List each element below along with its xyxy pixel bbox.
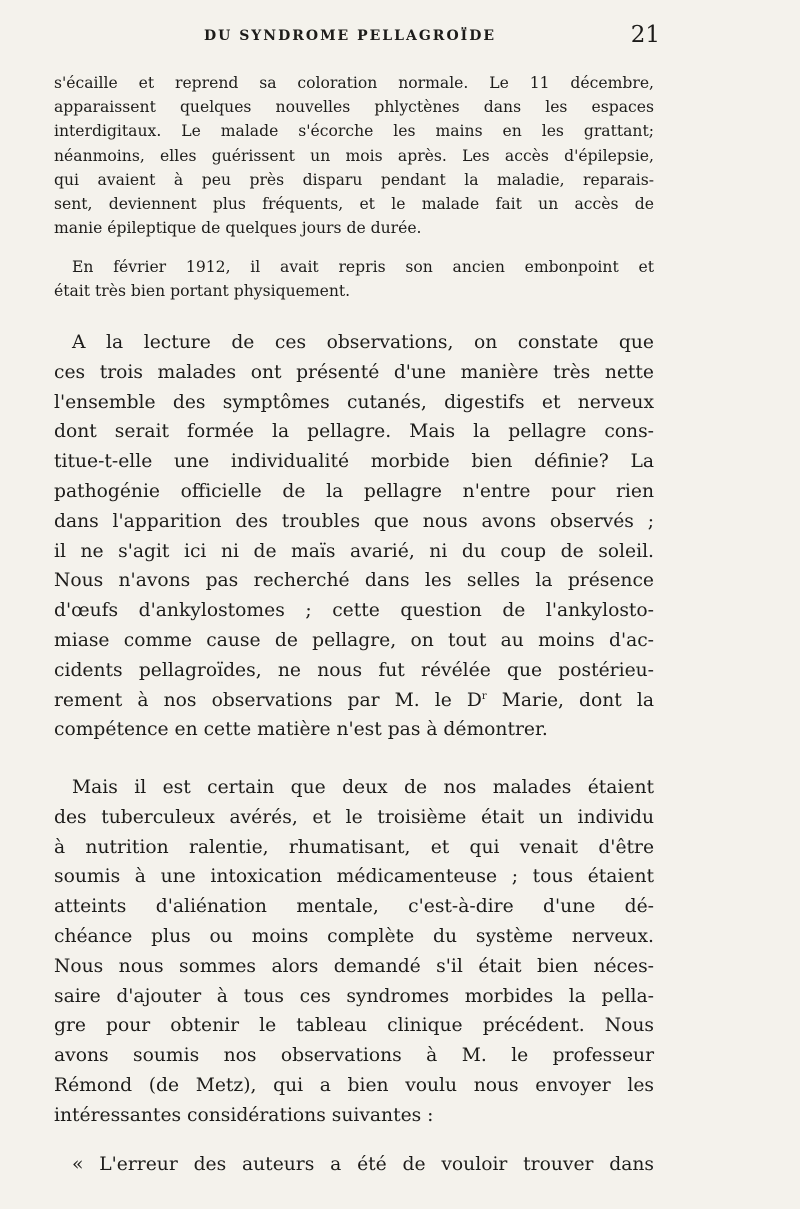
text-line: Mais il est certain que deux de nos malades étaient [72,777,654,798]
page-number: 21 [630,22,660,48]
text-line: A la lecture de ces observations, on constate que [72,332,654,353]
text-line: gre pour obtenir le tableau clinique précédent. Nous [54,1015,654,1037]
text-line: Rémond (de Metz), qui a bien voulu nous envoyer les [54,1074,654,1096]
paragraph-remond [54,773,654,1131]
text-line: pathogénie officielle de la pellagre n'entre pour rien [54,480,654,502]
text-line: miase comme cause de pellagre, on tout au moins d'ac- [54,629,654,651]
text-segment: rement à nos observations par M. le D [54,689,482,711]
text-line: soumis à une intoxication médicamenteuse ; tous étaient [54,866,654,888]
text-line: d'œufs d'ankylostomes ; cette question de l'ankylosto- [54,600,654,622]
paragraph-discussion [54,328,654,745]
text-line: dont serait formée la pellagre. Mais la pellagre cons- [54,421,654,443]
text-line: cidents pellagroïdes, ne nous fut révélée que postérieu- [54,659,654,681]
text-line: titue-t-elle une individualité morbide bien définie? La [54,451,654,473]
paragraph-case-continuation [54,71,654,240]
text-line: intéressantes considérations suivantes : [54,1104,434,1126]
text-segment: Marie, dont la [486,689,654,711]
text-line: Nous nous sommes alors demandé s'il était bien néces- [54,955,654,977]
text-line: compétence en cette matière n'est pas à démontrer. [54,719,548,741]
text-line: apparaissent quelques nouvelles phlyctènes dans les espaces [54,98,654,117]
text-line: ces trois malades ont présenté d'une manière très nette [54,361,654,383]
text-line: des tuberculeux avérés, et le troisième était un individu [54,806,654,828]
text-line: chéance plus ou moins complète du système nerveux. [54,925,654,947]
text-line [54,686,654,716]
text-line: qui avaient à peu près disparu pendant la maladie, reparais- [54,170,654,189]
text-line: à nutrition ralentie, rhumatisant, et qui venait d'être [54,836,654,858]
text-line: dans l'apparition des troubles que nous avons observés ; [54,510,654,532]
text-line: l'ensemble des symptômes cutanés, digestifs et nerveux [54,391,654,413]
text-line: atteints d'aliénation mentale, c'est-à-dire d'une dé- [54,896,654,918]
text-line: néanmoins, elles guérissent un mois après. Les accès d'épilepsie, [54,146,654,165]
text-line: manie épileptique de quelques jours de durée. [54,219,422,238]
superscript: r [481,690,487,702]
text-line: interdigitaux. Le malade s'écorche les mains en les grattant; [54,122,654,141]
text-line: était très bien portant physiquement. [54,282,351,301]
text-line: Nous n'avons pas recherché dans les selles la présence [54,570,654,592]
paragraph-february-1912 [54,255,654,303]
text-line: « L'erreur des auteurs a été de vouloir trouver dans [72,1154,654,1175]
running-head: DU SYNDROME PELLAGROÏDE [203,28,497,44]
text-line: sent, deviennent plus fréquents, et le malade fait un accès de [54,195,654,214]
text-line: avons soumis nos observations à M. le professeur [54,1045,654,1067]
text-line: s'écaille et reprend sa coloration normale. Le 11 décembre, [54,74,654,92]
paragraph-quote-start [54,1150,654,1180]
text-line: il ne s'agit ici ni de maïs avarié, ni du coup de soleil. [54,540,654,562]
text-line: En février 1912, il avait repris son ancien embonpoint et [72,258,654,276]
text-line: saire d'ajouter à tous ces syndromes morbides la pella- [54,985,654,1007]
